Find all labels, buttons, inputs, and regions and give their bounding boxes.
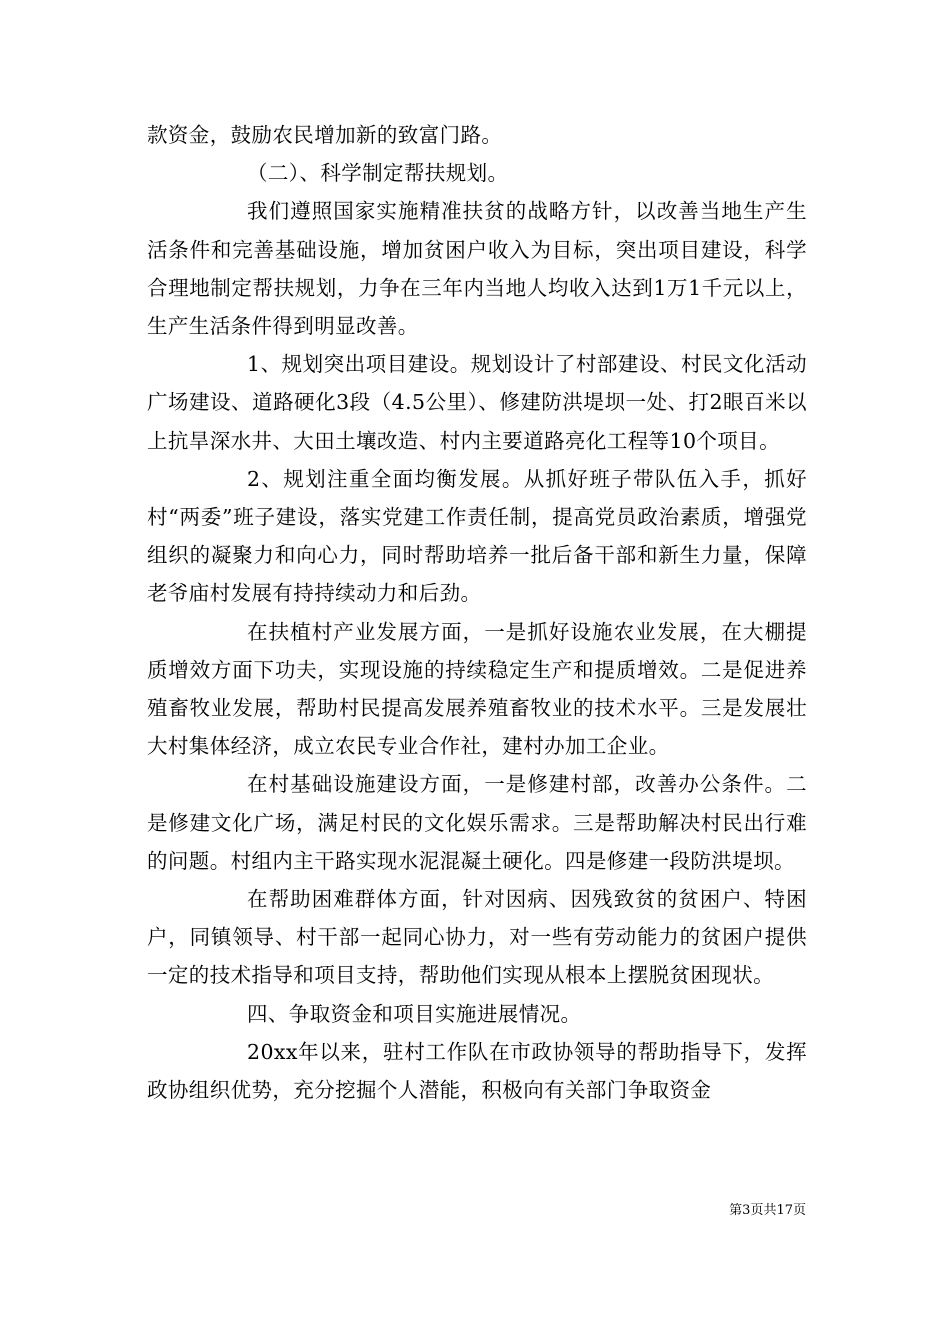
document-body [147,116,807,1109]
paragraph: 我们遵照国家实施精准扶贫的战略方针，以改善当地生产生活条件和完善基础设施，增加贫困户收入为目标，突出项目建设，科学合理地制定帮扶规划，力争在三年内当地人均收入达到1万1千元以上，生产生活条件得到明显改善。 [147,199,807,339]
section-heading: （二）、科学制定帮扶规划。 [247,161,509,186]
section-heading: 四、争取资金和项目实施进展情况。 [247,1001,582,1026]
paragraph: 20xx年以来，驻村工作队在市政协领导的帮助指导下，发挥政协组织优势，充分挖掘个人潜能，积极向有关部门争取资金 [147,1039,807,1103]
paragraph-continued: 款资金，鼓励农民增加新的致富门路。 [147,123,503,147]
paragraph: 在扶植村产业发展方面，一是抓好设施农业发展，在大棚提质增效方面下功夫，实现设施的持续稳定生产和提质增效。二是促进养殖畜牧业发展，帮助村民提高发展养殖畜牧业的技术水平。三是发展壮大村集体经济，成立农民专业合作社，建村办加工企业。 [147,619,807,759]
paragraph: 1、规划突出项目建设。规划设计了村部建设、村民文化活动广场建设、道路硬化3段（4.5公里）、修建防洪堤坝一处、打2眼百米以上抗旱深水井、大田土壤改造、村内主要道路亮化工程等10个项目。 [147,352,807,453]
paragraph: 在村基础设施建设方面，一是修建村部，改善办公条件。二是修建文化广场，满足村民的文化娱乐需求。三是帮助解决村民出行难的问题。村组内主干路实现水泥混凝土硬化。四是修建一段防洪堤坝。 [147,772,807,873]
paragraph: 在帮助困难群体方面，针对因病、因残致贫的贫困户、特困户，同镇领导、村干部一起同心协力，对一些有劳动能力的贫困户提供一定的技术指导和项目支持，帮助他们实现从根本上摆脱贫困现状。 [147,887,807,988]
page-number-footer: 第3页共17页 [729,1203,806,1218]
paragraph: 2、规划注重全面均衡发展。从抓好班子带队伍入手，抓好村“两委”班子建设，落实党建工作责任制，提高党员政治素质，增强党组织的凝聚力和向心力，同时帮助培养一批后备干部和新生力量，保障老爷庙村发展有持持续动力和后劲。 [147,466,807,606]
